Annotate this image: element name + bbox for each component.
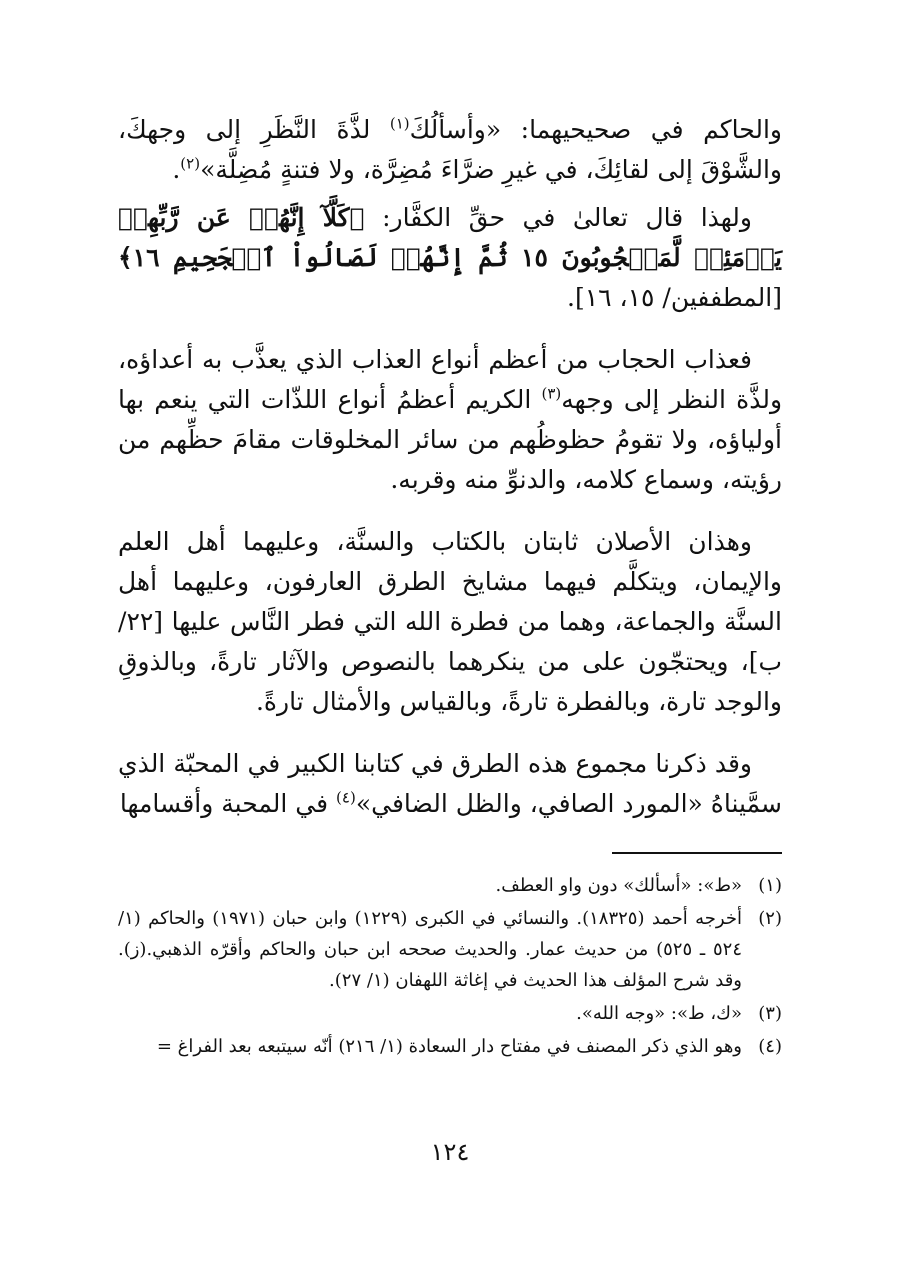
footnote-number: (٣)	[758, 1003, 782, 1024]
footnote-separator	[612, 852, 782, 854]
footnote-text: «ط»: «أسألك» دون واو العطف.	[495, 875, 742, 896]
paragraph-4-text: وهذان الأصلان ثابتان بالكتاب والسنَّة، وعليهما أهل العلم والإيمان، ويتكلَّم فيهما مشايخ الطرق العارفون، وعليهما أهل السنَّة والجماعة، وهما من فطرة الله التي فطر النَّاس عليها [٢٢/ب]، ويحتجّون على من ينكرهما بالنصوص والآثار تارةً، وبالذوقِ والوجد تارة، وبالفطرة تارةً، وبالقياس والأمثال تارةً.	[118, 527, 782, 716]
footnote-ref-2: (٢)	[180, 154, 201, 173]
footnote-text: «ك، ط»: «وجه الله».	[576, 1003, 742, 1024]
paragraph-3	[118, 340, 782, 500]
paragraph-3-text-b: الكريم أعظمُ أنواع اللذّات التي ينعم بها أولياؤه، ولا تقومُ حظوظُهم من سائر المخلوقات مقامَ حظِّهم من رؤيته، وسماع كلامه، والدنوِّ منه وقربه.	[118, 385, 783, 494]
footnote-number: (١)	[758, 875, 782, 896]
footnotes	[118, 870, 782, 1064]
quran-verse: ﴿كَلَّآ إِنَّهُمۡ عَن رَّبِّهِمۡ يَوۡمَئِذٖ لَّمَحۡجُوبُونَ ١٥ ثُمَّ إِنَّهُمۡ لَصَالُواْ ٱلۡجَحِيمِ ١٦﴾	[118, 203, 783, 272]
footnote-number: (٢)	[758, 908, 782, 929]
paragraph-1-text-a: والحاكم في صحيحيهما: «وأسألُكَ	[409, 115, 782, 144]
footnote-text: وهو الذي ذكر المصنف في مفتاح دار السعادة (١/ ٢١٦) أنّه سيتبعه بعد الفراغ =	[156, 1036, 742, 1057]
footnote-ref-1: (١)	[389, 114, 410, 133]
paragraph-2-text-a: ولهذا قال تعالىٰ في حقِّ الكفَّار:	[364, 203, 752, 232]
paragraph-5-text-b: في المحبة وأقسامها	[119, 789, 337, 818]
main-text	[118, 110, 782, 824]
footnote-text: أخرجه أحمد (١٨٣٢٥). والنسائي في الكبرى (١٢٢٩) وابن حبان (١٩٧١) والحاكم (١/ ٥٢٤ ـ ٥٢٥) من حديث عمار. والحديث صححه ابن حبان والحاكم وأقرّه الذهبي.(ز). وقد شرح المؤلف هذا الحديث في إغاثة اللهفان (١/ ٢٧).	[118, 908, 742, 991]
footnote-1	[118, 870, 782, 901]
footnote-ref-3: (٣)	[541, 384, 562, 403]
paragraph-2	[118, 198, 782, 318]
footnote-4	[118, 1031, 782, 1062]
footnote-ref-4: (٤)	[336, 788, 356, 807]
verse-citation: [المطففين/ ١٥، ١٦].	[567, 283, 782, 312]
footnote-number: (٤)	[758, 1036, 782, 1057]
paragraph-1	[118, 110, 782, 190]
footnote-3	[118, 998, 782, 1029]
paragraph-5-text-a: وقد ذكرنا مجموع هذه الطرق في كتابنا الكبير في المحبّة الذي سمَّيناهُ «المورد الصافي، والظل الضافي»	[118, 749, 782, 818]
paragraph-5	[118, 744, 782, 824]
footnote-2	[118, 903, 782, 996]
paragraph-3-text-a: فعذاب الحجاب من أعظم أنواع العذاب الذي يعذَّب به أعداؤه، ولذَّة النظر إلى وجهه	[118, 345, 783, 414]
page-number: ١٢٤	[430, 1138, 470, 1166]
paragraph-1-text-c: .	[172, 155, 181, 184]
paragraph-1-text-b: لذَّةَ النَّظَرِ إلى وجهكَ، والشَّوْقَ إلى لقائِكَ، في غيرِ ضرَّاءَ مُضِرَّة، ولا فتنةٍ مُضِلَّة»	[118, 115, 782, 184]
paragraph-4	[118, 522, 782, 722]
